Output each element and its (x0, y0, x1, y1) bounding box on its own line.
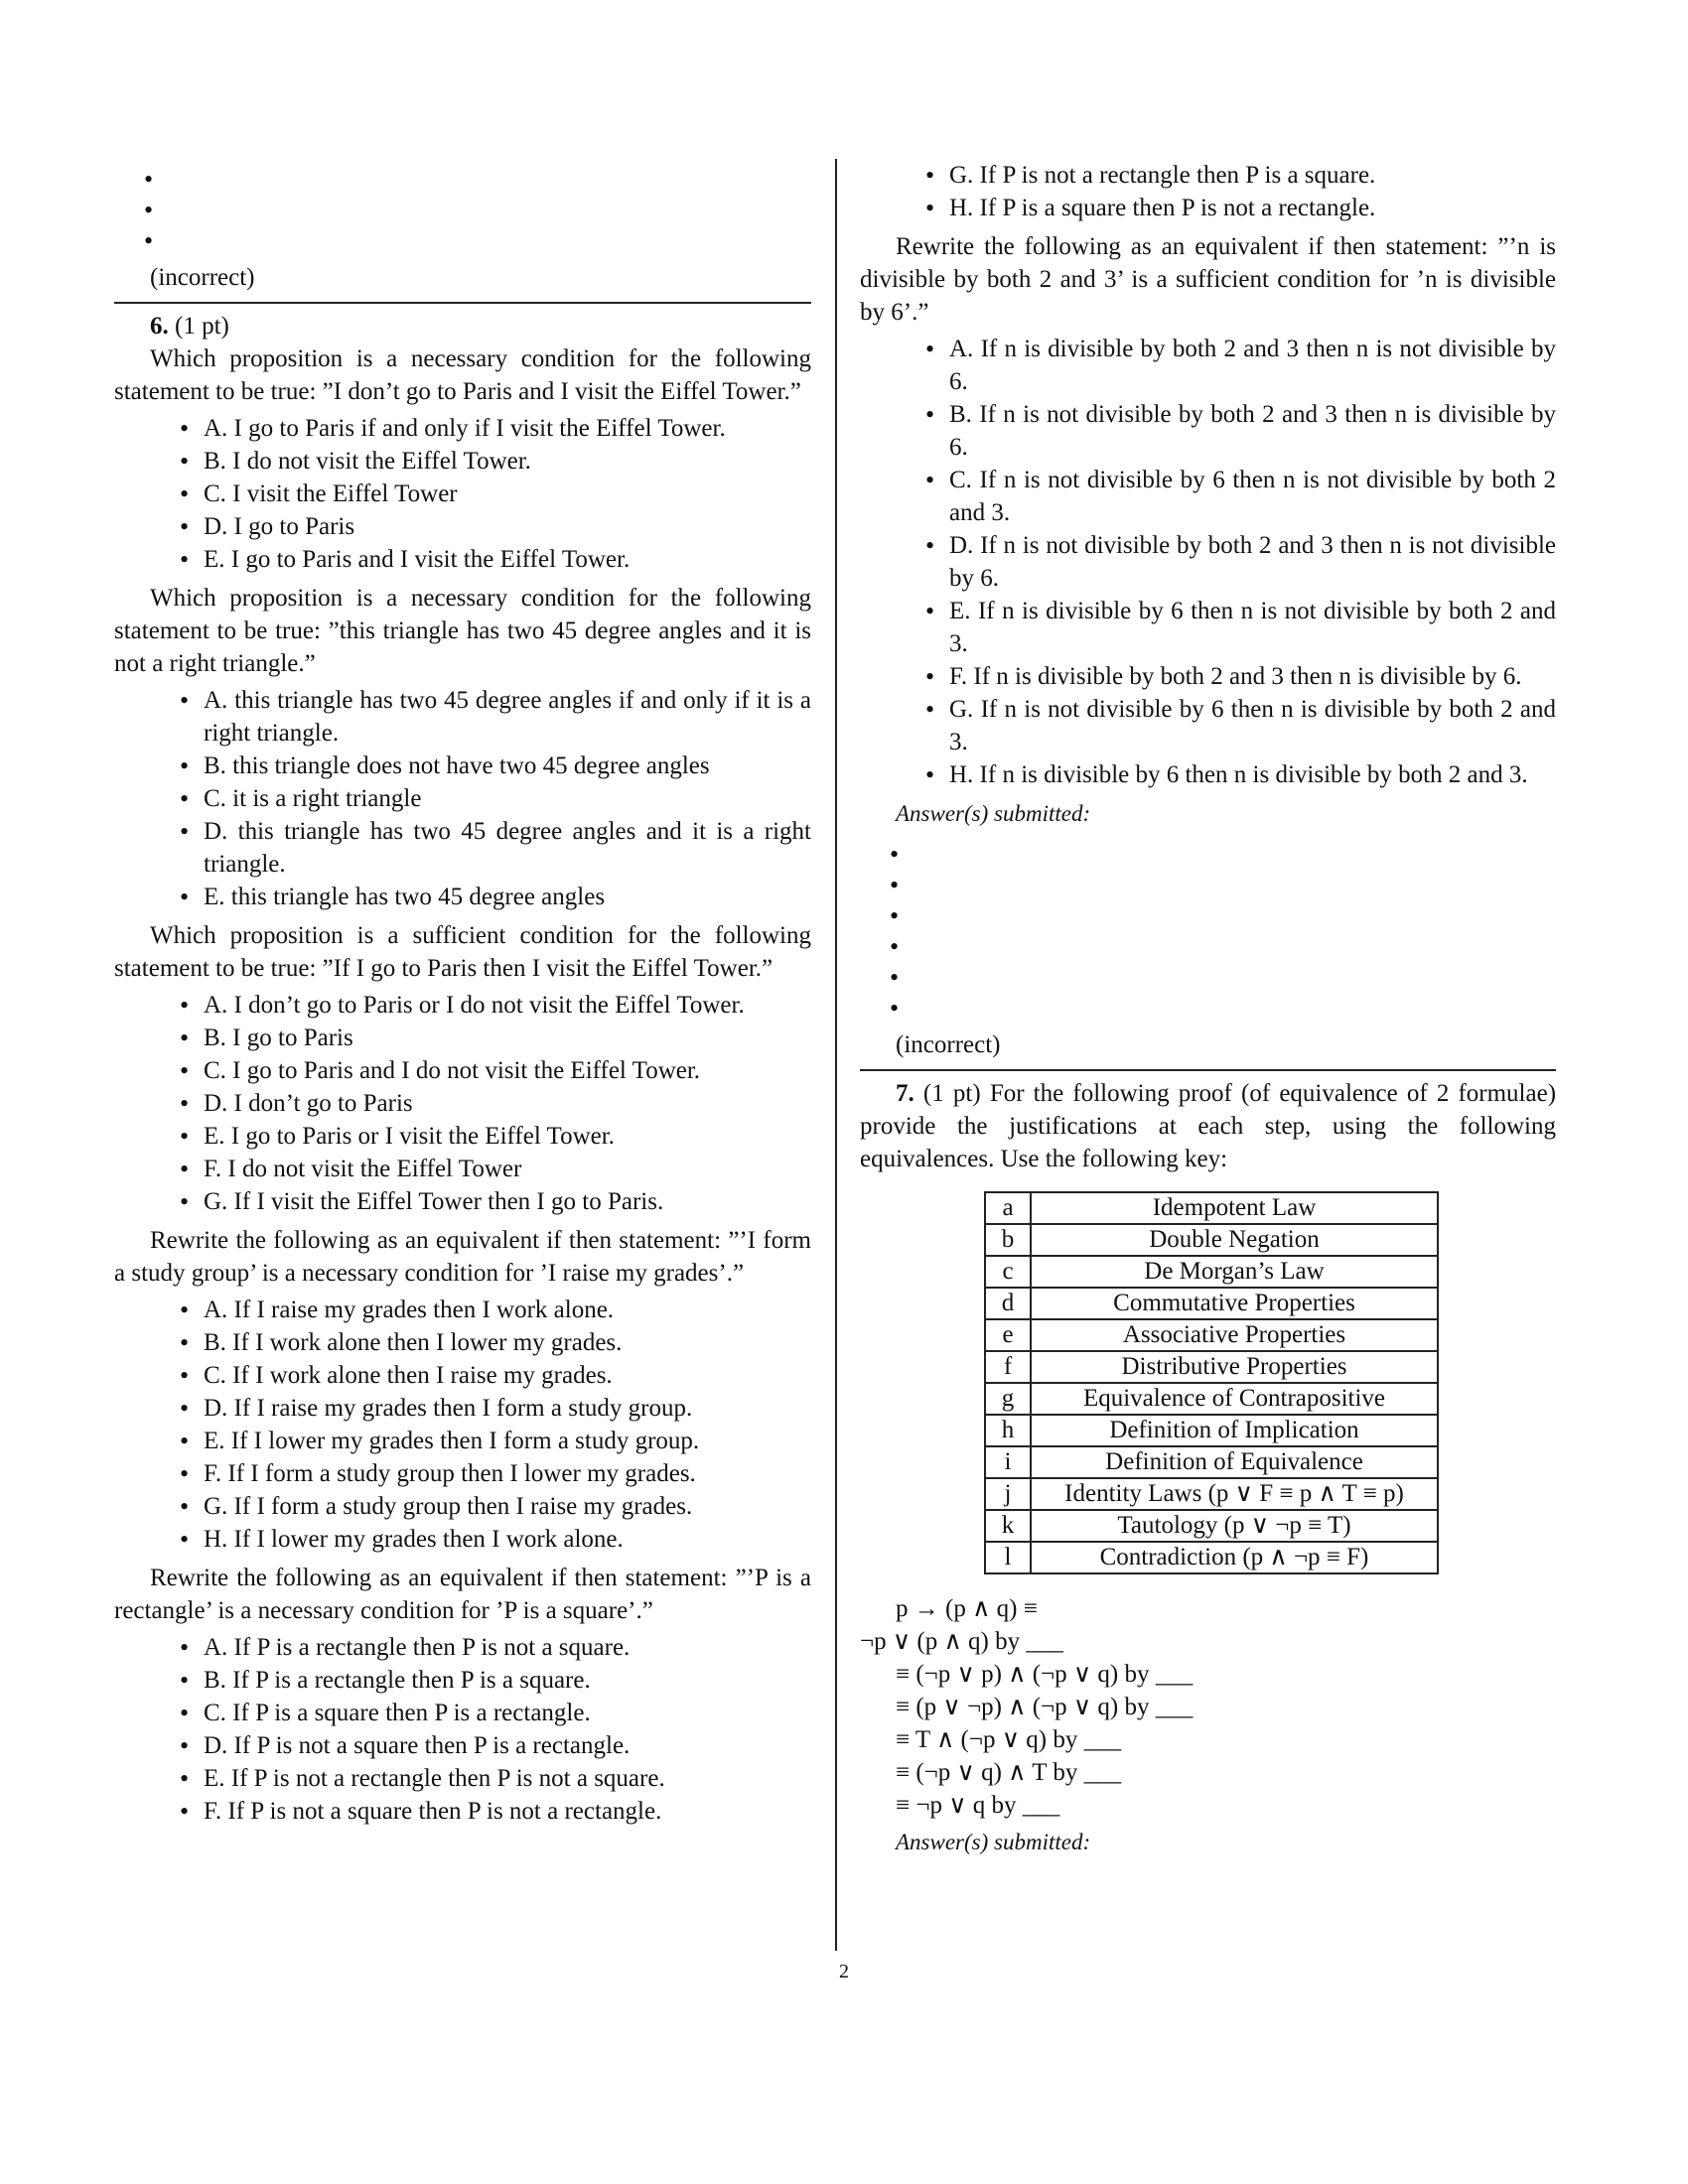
proof-step[interactable]: ¬p ∨ (p ∧ q) by ___ (860, 1628, 1063, 1655)
option-item[interactable]: • C. If P is a square then P is a rectangle. (114, 1697, 811, 1729)
submitted-answer-bullet (860, 930, 1556, 961)
key-name: Definition of Equivalence (1031, 1446, 1438, 1478)
option-item[interactable]: • B. If I work alone then I lower my grades. (114, 1326, 811, 1359)
q6-part4-prompt: Rewrite the following as an equivalent if then statement: ”’I form a study group’ is a necessary condition for ’I raise my grades’.” (114, 1227, 811, 1287)
key-letter: a (985, 1192, 1031, 1224)
option-item[interactable]: • G. If n is not divisible by 6 then n is divisible by both 2 and 3. (860, 693, 1556, 758)
key-name: Definition of Implication (1031, 1415, 1438, 1446)
q6-part2-prompt: Which proposition is a necessary condition for the following statement to be true: ”this triangle has two 45 degree angles and it is not a right triangle.” (114, 585, 811, 677)
option-item[interactable]: • D. If n is not divisible by both 2 and 3 then n is not divisible by 6. (860, 529, 1556, 595)
question-divider (860, 1069, 1556, 1071)
key-letter: g (985, 1383, 1031, 1415)
submitted-answer-bullet (114, 194, 811, 224)
table-row (985, 1415, 1438, 1446)
option-item[interactable]: • A. If n is divisible by both 2 and 3 then n is not divisible by 6. (860, 333, 1556, 398)
justification-key-table (984, 1191, 1439, 1574)
key-name: Contradiction (p ∧ ¬p ≡ F) (1031, 1542, 1438, 1573)
q6-part1-prompt: Which proposition is a necessary condition for the following statement to be true: ”I don’t go to Paris and I visit the Eiffel Tower.” (114, 345, 811, 405)
q6-part1-options (114, 412, 811, 576)
key-name: Distributive Properties (1031, 1351, 1438, 1383)
previous-answer-list (114, 163, 811, 255)
proof-step[interactable]: ≡ ¬p ∨ q by ___ (896, 1792, 1060, 1819)
option-item[interactable]: • G. If I visit the Eiffel Tower then I go to Paris. (114, 1185, 811, 1218)
question-divider (114, 302, 811, 304)
option-item[interactable]: • C. it is a right triangle (114, 782, 811, 815)
key-letter: b (985, 1224, 1031, 1256)
table-row (985, 1288, 1438, 1319)
option-item[interactable]: • E. If P is not a rectangle then P is not a square. (114, 1762, 811, 1795)
submitted-answer-bullet (860, 899, 1556, 930)
option-item[interactable]: • B. this triangle does not have two 45 degree angles (114, 750, 811, 782)
submitted-answer-bullet (860, 961, 1556, 992)
option-item[interactable]: • A. If I raise my grades then I work alone. (114, 1294, 811, 1326)
option-item[interactable]: • E. I go to Paris or I visit the Eiffel Tower. (114, 1120, 811, 1153)
option-item[interactable]: • A. this triangle has two 45 degree angles if and only if it is a right triangle. (114, 684, 811, 750)
key-name: Idempotent Law (1031, 1192, 1438, 1224)
table-row (985, 1510, 1438, 1542)
table-row (985, 1319, 1438, 1351)
column-divider (835, 159, 837, 1951)
option-item[interactable]: • E. If I lower my grades then I form a study group. (114, 1425, 811, 1457)
option-item[interactable]: • A. I go to Paris if and only if I visit the Eiffel Tower. (114, 412, 811, 445)
option-item[interactable]: • C. I visit the Eiffel Tower (114, 478, 811, 510)
page-number: 2 (839, 1961, 849, 1982)
submitted-answer-list (860, 838, 1556, 1023)
option-item[interactable]: • E. this triangle has two 45 degree angles (114, 881, 811, 913)
key-name: Equivalence of Contrapositive (1031, 1383, 1438, 1415)
q6-part5-options-continued (860, 159, 1556, 224)
proof-step[interactable]: ≡ (p ∨ ¬p) ∧ (¬p ∨ q) by ___ (896, 1694, 1194, 1720)
q6-part2-options (114, 684, 811, 913)
submitted-answer-bullet (860, 992, 1556, 1023)
table-row (985, 1446, 1438, 1478)
proof-step: p → (p ∧ q) ≡ (896, 1595, 1038, 1622)
right-column (860, 159, 1556, 1858)
key-letter: l (985, 1542, 1031, 1573)
key-name: Identity Laws (p ∨ F ≡ p ∧ T ≡ p) (1031, 1478, 1438, 1510)
question-7-header (860, 1077, 1556, 1175)
question-points: (1 pt) (175, 313, 229, 340)
submitted-answer-bullet (114, 224, 811, 255)
q6-part6-options (860, 333, 1556, 791)
option-item[interactable]: • D. If I raise my grades then I form a study group. (114, 1392, 811, 1425)
table-row (985, 1351, 1438, 1383)
option-item[interactable]: • D. I don’t go to Paris (114, 1087, 811, 1120)
key-letter: e (985, 1319, 1031, 1351)
key-name: Associative Properties (1031, 1319, 1438, 1351)
table-row (985, 1192, 1438, 1224)
question-6-header (114, 310, 811, 342)
option-item[interactable]: • D. If P is not a square then P is a rectangle. (114, 1729, 811, 1762)
option-item[interactable]: • H. If P is a square then P is not a rectangle. (860, 192, 1556, 224)
key-letter: c (985, 1256, 1031, 1288)
key-letter: d (985, 1288, 1031, 1319)
answers-submitted-label: Answer(s) submitted: (896, 1830, 1091, 1854)
question-points: (1 pt) (922, 1080, 981, 1107)
option-item[interactable]: • F. I do not visit the Eiffel Tower (114, 1153, 811, 1185)
option-item[interactable]: • E. If n is divisible by 6 then n is not divisible by both 2 and 3. (860, 595, 1556, 660)
option-item[interactable]: • C. I go to Paris and I do not visit the Eiffel Tower. (114, 1054, 811, 1087)
table-row (985, 1542, 1438, 1573)
option-item[interactable]: • H. If I lower my grades then I work alone. (114, 1523, 811, 1556)
table-row (985, 1224, 1438, 1256)
option-item[interactable]: • B. I do not visit the Eiffel Tower. (114, 445, 811, 478)
q6-part6-prompt: Rewrite the following as an equivalent if then statement: ”’n is divisible by both 2 and 3’ is a sufficient condition for ’n is divisible by 6’.” (860, 233, 1556, 326)
question-number: 7. (896, 1080, 914, 1107)
option-item[interactable]: • F. If n is divisible by both 2 and 3 then n is divisible by 6. (860, 660, 1556, 693)
option-item[interactable]: • C. If I work alone then I raise my grades. (114, 1359, 811, 1392)
option-item[interactable]: • E. I go to Paris and I visit the Eiffel Tower. (114, 543, 811, 576)
submitted-answer-bullet (860, 838, 1556, 869)
option-item[interactable]: • A. If P is a rectangle then P is not a square. (114, 1631, 811, 1664)
proof-step[interactable]: ≡ (¬p ∨ p) ∧ (¬p ∨ q) by ___ (896, 1661, 1194, 1688)
proof-step[interactable]: ≡ (¬p ∨ q) ∧ T by ___ (896, 1759, 1122, 1786)
key-name: Double Negation (1031, 1224, 1438, 1256)
q6-part5-options (114, 1631, 811, 1828)
q7-prompt: For the following proof (of equivalence of 2 formulae) provide the justifications at each step, using the following equivalences. Use the following key: (860, 1080, 1557, 1172)
key-name: Commutative Properties (1031, 1288, 1438, 1319)
submitted-answer-bullet (114, 163, 811, 194)
q6-part4-options (114, 1294, 811, 1556)
previous-status: (incorrect) (150, 264, 255, 291)
option-item[interactable]: • C. If n is not divisible by 6 then n is not divisible by both 2 and 3. (860, 464, 1556, 529)
proof-steps (860, 1592, 1556, 1822)
key-letter: k (985, 1510, 1031, 1542)
option-item[interactable]: • G. If P is not a rectangle then P is a square. (860, 159, 1556, 192)
table-row (985, 1256, 1438, 1288)
option-item[interactable]: • G. If I form a study group then I raise my grades. (114, 1490, 811, 1523)
q6-part5-prompt: Rewrite the following as an equivalent if then statement: ”’P is a rectangle’ is a necessary condition for ’P is a square’.” (114, 1565, 811, 1624)
left-column (114, 159, 811, 1834)
option-item[interactable]: • A. I don’t go to Paris or I do not visit the Eiffel Tower. (114, 989, 811, 1022)
q6-part3-options (114, 989, 811, 1218)
option-item[interactable]: • B. If P is a rectangle then P is a square. (114, 1664, 811, 1697)
option-item[interactable]: • F. If P is not a square then P is not a rectangle. (114, 1795, 811, 1828)
key-letter: j (985, 1478, 1031, 1510)
key-letter: f (985, 1351, 1031, 1383)
q6-part3-prompt: Which proposition is a sufficient condition for the following statement to be true: ”If I go to Paris then I visit the Eiffel Tower.” (114, 922, 811, 982)
key-letter: i (985, 1446, 1031, 1478)
proof-step[interactable]: ≡ T ∧ (¬p ∨ q) by ___ (896, 1726, 1122, 1753)
option-item[interactable]: • D. this triangle has two 45 degree angles and it is a right triangle. (114, 815, 811, 881)
option-item[interactable]: • H. If n is divisible by 6 then n is divisible by both 2 and 3. (860, 758, 1556, 791)
option-item[interactable]: • F. If I form a study group then I lower my grades. (114, 1457, 811, 1490)
submitted-answer-bullet (860, 869, 1556, 899)
key-letter: h (985, 1415, 1031, 1446)
table-row (985, 1383, 1438, 1415)
key-name: De Morgan’s Law (1031, 1256, 1438, 1288)
option-item[interactable]: • B. If n is not divisible by both 2 and 3 then n is divisible by 6. (860, 398, 1556, 464)
table-row (985, 1478, 1438, 1510)
answers-submitted-label: Answer(s) submitted: (896, 801, 1091, 826)
question-number: 6. (150, 313, 169, 340)
option-item[interactable]: • B. I go to Paris (114, 1022, 811, 1054)
q6-status: (incorrect) (896, 1031, 1001, 1058)
option-item[interactable]: • D. I go to Paris (114, 510, 811, 543)
key-name: Tautology (p ∨ ¬p ≡ T) (1031, 1510, 1438, 1542)
